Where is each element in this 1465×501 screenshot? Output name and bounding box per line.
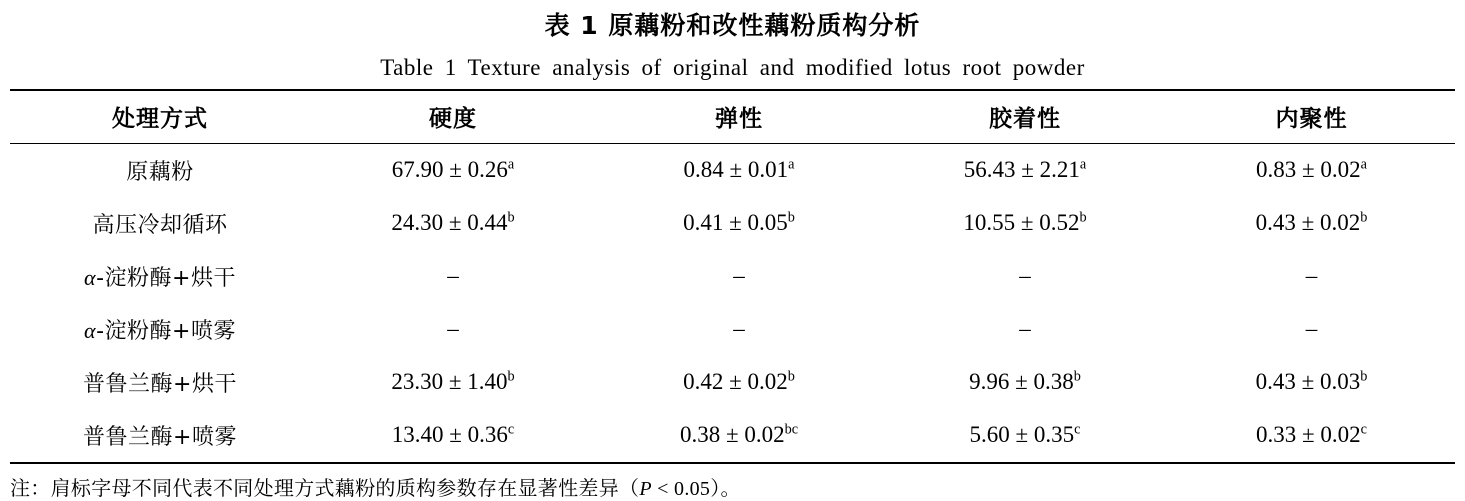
texture-analysis-table [10, 89, 1455, 462]
cell-superscript: a [1079, 156, 1087, 173]
row-label-text: -淀粉酶+烘干 [96, 265, 236, 291]
cell-hardness [310, 197, 596, 250]
column-header-springiness: 弹性 [596, 90, 882, 144]
footnote-suffix: ）。 [710, 475, 741, 500]
row-label-text: 普鲁兰酶+烘干 [83, 371, 237, 397]
row-label-text: -淀粉酶+喷雾 [96, 318, 236, 344]
table-row [10, 143, 1455, 197]
cell-gumminess: – [1019, 316, 1031, 341]
footnote-p-symbol: P [639, 477, 652, 500]
cell-value: 9.96 ± 0.38 [969, 369, 1074, 394]
footnote-threshold: < 0.05 [651, 477, 711, 500]
cell-cohesiveness: – [1305, 316, 1318, 341]
footnote-prefix: 注：肩标字母不同代表不同处理方式藕粉的质构参数存在显著性差异（ [10, 475, 640, 500]
cell-springiness [596, 409, 882, 462]
cell-value: 24.30 ± 0.44 [391, 210, 508, 235]
cell-cohesiveness: – [1305, 263, 1318, 288]
cell-superscript: b [1360, 209, 1368, 226]
table-row [10, 409, 1455, 462]
cell-value: 0.38 ± 0.02 [679, 422, 785, 447]
cell-value: 0.43 ± 0.03 [1255, 369, 1361, 394]
cell-superscript: a [1360, 156, 1367, 173]
column-header-hardness: 硬度 [310, 90, 596, 144]
cell-value: 0.41 ± 0.05 [683, 210, 788, 235]
cell-gumminess: – [1019, 263, 1031, 288]
cell-superscript: b [787, 209, 795, 226]
cell-superscript: c [1074, 421, 1081, 438]
table-row [10, 250, 1455, 303]
cell-superscript: b [507, 209, 515, 226]
row-label [10, 409, 310, 462]
row-label-text: 原藕粉 [126, 159, 194, 185]
row-label [10, 143, 310, 197]
cell-value: 56.43 ± 2.21 [963, 157, 1080, 182]
column-header-gumminess: 胶着性 [882, 90, 1168, 144]
table-head [10, 90, 1455, 144]
cell-superscript: b [1360, 368, 1368, 385]
cell-springiness: – [733, 316, 745, 341]
cell-superscript: b [1073, 368, 1081, 385]
cell-superscript: c [1360, 421, 1367, 438]
row-label [10, 197, 310, 250]
cell-cohesiveness [1168, 143, 1455, 197]
cell-springiness: – [733, 263, 745, 288]
table-row [10, 197, 1455, 250]
cell-cohesiveness [1168, 409, 1455, 462]
row-label [10, 250, 310, 303]
table-header-row [10, 90, 1455, 144]
cell-value: 0.84 ± 0.01 [683, 157, 789, 182]
cell-hardness: – [447, 263, 459, 288]
cell-gumminess [882, 409, 1168, 462]
cell-superscript: c [507, 421, 515, 438]
cell-superscript: b [1079, 209, 1087, 226]
table-row [10, 303, 1455, 356]
cell-gumminess [882, 356, 1168, 409]
row-label-text: 普鲁兰酶+喷雾 [83, 424, 237, 450]
column-header-cohesiveness: 内聚性 [1168, 90, 1455, 144]
cell-hardness [310, 143, 596, 197]
cell-springiness [596, 197, 882, 250]
cell-hardness: – [447, 316, 459, 341]
row-label-prefix: α [84, 264, 97, 290]
cell-value: 0.33 ± 0.02 [1256, 422, 1361, 447]
cell-value: 10.55 ± 0.52 [963, 210, 1080, 235]
cell-gumminess [882, 197, 1168, 250]
cell-cohesiveness [1168, 356, 1455, 409]
cell-value: 0.42 ± 0.02 [683, 369, 788, 394]
table-footnote [10, 464, 1455, 501]
table-body [10, 143, 1455, 462]
cell-value: 13.40 ± 0.36 [391, 422, 508, 447]
column-header-treatment: 处理方式 [10, 90, 310, 144]
cell-value: 0.43 ± 0.02 [1255, 210, 1361, 235]
cell-gumminess [882, 143, 1168, 197]
cell-value: 67.90 ± 0.26 [391, 157, 508, 182]
row-label [10, 303, 310, 356]
cell-superscript: bc [784, 421, 799, 438]
cell-superscript: b [787, 368, 795, 385]
row-label [10, 356, 310, 409]
cell-cohesiveness [1168, 197, 1455, 250]
table-row [10, 356, 1455, 409]
cell-superscript: a [788, 156, 795, 173]
cell-hardness [310, 356, 596, 409]
cell-springiness [596, 143, 882, 197]
row-label-text: 高压冷却循环 [92, 212, 228, 238]
cell-value: 0.83 ± 0.02 [1256, 157, 1361, 182]
table-title-chinese: 表 1 原藕粉和改性藕粉质构分析 [544, 11, 921, 40]
cell-hardness [310, 409, 596, 462]
row-label-prefix: α [84, 317, 97, 343]
cell-springiness [596, 356, 882, 409]
table-title-english: Table 1 Texture analysis of original and modified lotus root powder [380, 54, 1085, 80]
cell-superscript: b [507, 368, 515, 385]
cell-value: 23.30 ± 1.40 [391, 369, 508, 394]
cell-superscript: a [507, 156, 515, 173]
cell-value: 5.60 ± 0.35 [969, 422, 1075, 447]
